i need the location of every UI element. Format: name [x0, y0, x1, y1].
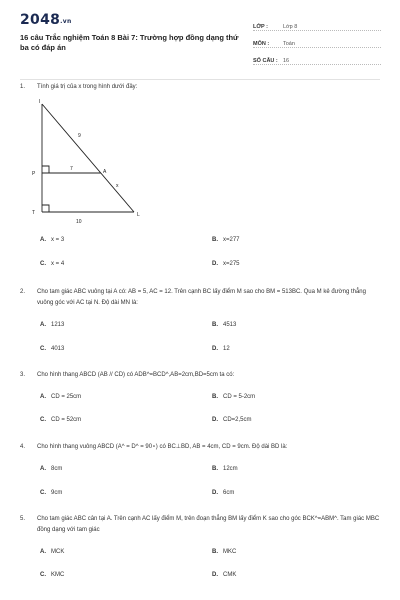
option-text: CD=2,5cm: [223, 417, 252, 423]
option-label: B.: [212, 394, 218, 400]
question-number: 2.: [20, 289, 26, 295]
option-b[interactable]: [212, 549, 236, 555]
right-angle-mark-P: [42, 166, 49, 173]
option-label: C.: [40, 261, 46, 267]
option-label: D.: [212, 417, 218, 423]
option-label: C.: [40, 490, 46, 496]
option-text: 4013: [51, 346, 65, 352]
options-5: [20, 549, 380, 579]
option-label: B.: [212, 237, 218, 243]
meta-key: SỐ CÂU :: [253, 58, 278, 64]
option-label: B.: [212, 322, 218, 328]
logo-text: 2048: [20, 12, 61, 28]
option-a[interactable]: [40, 466, 62, 472]
option-text: x=277: [223, 237, 240, 243]
point-label-T: T: [32, 210, 36, 216]
option-b[interactable]: [212, 322, 236, 328]
document-title: 16 câu Trắc nghiệm Toán 8 Bài 7: Trường hợp đồng dạng thứ ba có đáp án: [20, 33, 239, 52]
options-1: [20, 237, 380, 267]
question-number: 4.: [20, 444, 26, 450]
option-a[interactable]: [40, 394, 81, 400]
meta-value: Lớp 8: [283, 24, 298, 30]
option-text: 8cm: [51, 466, 63, 472]
length-label-IA: 9: [78, 133, 81, 139]
option-d[interactable]: [212, 417, 252, 423]
options-3: [20, 394, 380, 424]
length-label-TL: 10: [76, 219, 82, 225]
option-d[interactable]: [212, 261, 240, 267]
option-text: CMK: [223, 572, 237, 578]
length-label-AL: x: [116, 183, 119, 189]
option-c[interactable]: [40, 490, 62, 496]
option-label: A.: [40, 394, 46, 400]
option-d[interactable]: [212, 346, 230, 352]
option-label: B.: [212, 466, 218, 472]
option-label: C.: [40, 572, 46, 578]
option-text: 6cm: [223, 490, 235, 496]
question-1: [20, 82, 380, 93]
option-text: MKC: [223, 549, 237, 555]
option-label: D.: [212, 346, 218, 352]
option-text: 12: [223, 346, 230, 352]
options-4: [20, 466, 380, 496]
point-label-I: I: [39, 99, 41, 105]
meta-row-grade: [253, 14, 381, 31]
option-text: MCK: [51, 549, 65, 555]
meta-row-count: [253, 48, 381, 65]
option-b[interactable]: [212, 394, 255, 400]
meta-value: Toán: [283, 41, 295, 47]
option-d[interactable]: [212, 572, 236, 578]
option-a[interactable]: [40, 549, 64, 555]
option-text: x=275: [223, 261, 240, 267]
question-text: Cho hình thang vuông ABCD (A^ = D^ = 90∘) có BC⊥BD, AB = 4cm, CD = 9cm. Độ dài BD là:: [37, 444, 288, 450]
meta-key: LỚP :: [253, 24, 268, 30]
option-text: KMC: [51, 572, 65, 578]
question-text: Cho tam giác ABC cân tại A. Trên cạnh AC lấy điểm M, trên đoạn thẳng BM lấy điểm K sao cho góc BCK^=ABM^. Tam giác MBC đồng dạng với tam giác: [37, 516, 380, 533]
question-text: Tính giá trị của x trong hình dưới đây:: [37, 84, 138, 90]
option-text: x = 4: [51, 261, 65, 267]
option-text: CD = 25cm: [51, 394, 82, 400]
point-label-P: P: [32, 171, 36, 177]
option-text: 1213: [51, 322, 65, 328]
question-4: [20, 442, 380, 453]
meta-key: MÔN :: [253, 41, 270, 47]
option-label: A.: [40, 237, 46, 243]
option-label: D.: [212, 261, 218, 267]
option-text: 12cm: [223, 466, 238, 472]
question-3: [20, 370, 380, 381]
logo-suffix: .vn: [60, 18, 72, 25]
option-label: C.: [40, 417, 46, 423]
option-c[interactable]: [40, 261, 64, 267]
option-a[interactable]: [40, 237, 64, 243]
option-label: D.: [212, 490, 218, 496]
option-label: B.: [212, 549, 218, 555]
option-c[interactable]: [40, 572, 64, 578]
option-text: CD = 5-2cm: [223, 394, 256, 400]
option-label: A.: [40, 466, 46, 472]
option-d[interactable]: [212, 490, 234, 496]
question-number: 3.: [20, 372, 26, 378]
option-text: x = 3: [51, 237, 65, 243]
option-text: 9cm: [51, 490, 63, 496]
option-text: CD = 52cm: [51, 417, 82, 423]
option-text: 4513: [223, 322, 237, 328]
option-label: A.: [40, 549, 46, 555]
length-label-PA: 7: [70, 166, 73, 172]
site-logo[interactable]: [20, 12, 72, 28]
question-2: [20, 287, 380, 309]
option-label: A.: [40, 322, 46, 328]
question-number: 1.: [20, 84, 26, 90]
question-text: Cho hình thang ABCD (AB // CD) có ADB^=BCD^,AB=2cm,BD=5cm ta có:: [37, 372, 235, 378]
header-divider: [20, 79, 380, 80]
question-5: [20, 514, 380, 536]
option-b[interactable]: [212, 466, 238, 472]
option-a[interactable]: [40, 322, 64, 328]
meta-row-subject: [253, 31, 381, 48]
option-label: D.: [212, 572, 218, 578]
page-header: [0, 0, 400, 72]
options-2: [20, 322, 380, 352]
point-label-L: L: [137, 212, 140, 218]
option-b[interactable]: [212, 237, 240, 243]
option-c[interactable]: [40, 417, 81, 423]
triangle-figure: [30, 96, 150, 234]
segment-IL: [42, 104, 134, 212]
point-label-A: A: [103, 169, 107, 175]
question-number: 5.: [20, 516, 26, 522]
option-label: C.: [40, 346, 46, 352]
question-text: Cho tam giác ABC vuông tại A có: AB = 5, AC = 12. Trên cạnh BC lấy điểm M sao cho BM = 513BC. Qua M kẻ đường thẳng vuông góc với AC tại N. Độ dài MN là:: [37, 289, 366, 306]
right-angle-mark-T: [42, 205, 49, 212]
meta-panel: [253, 14, 381, 65]
meta-value: 16: [283, 58, 290, 64]
option-c[interactable]: [40, 346, 64, 352]
